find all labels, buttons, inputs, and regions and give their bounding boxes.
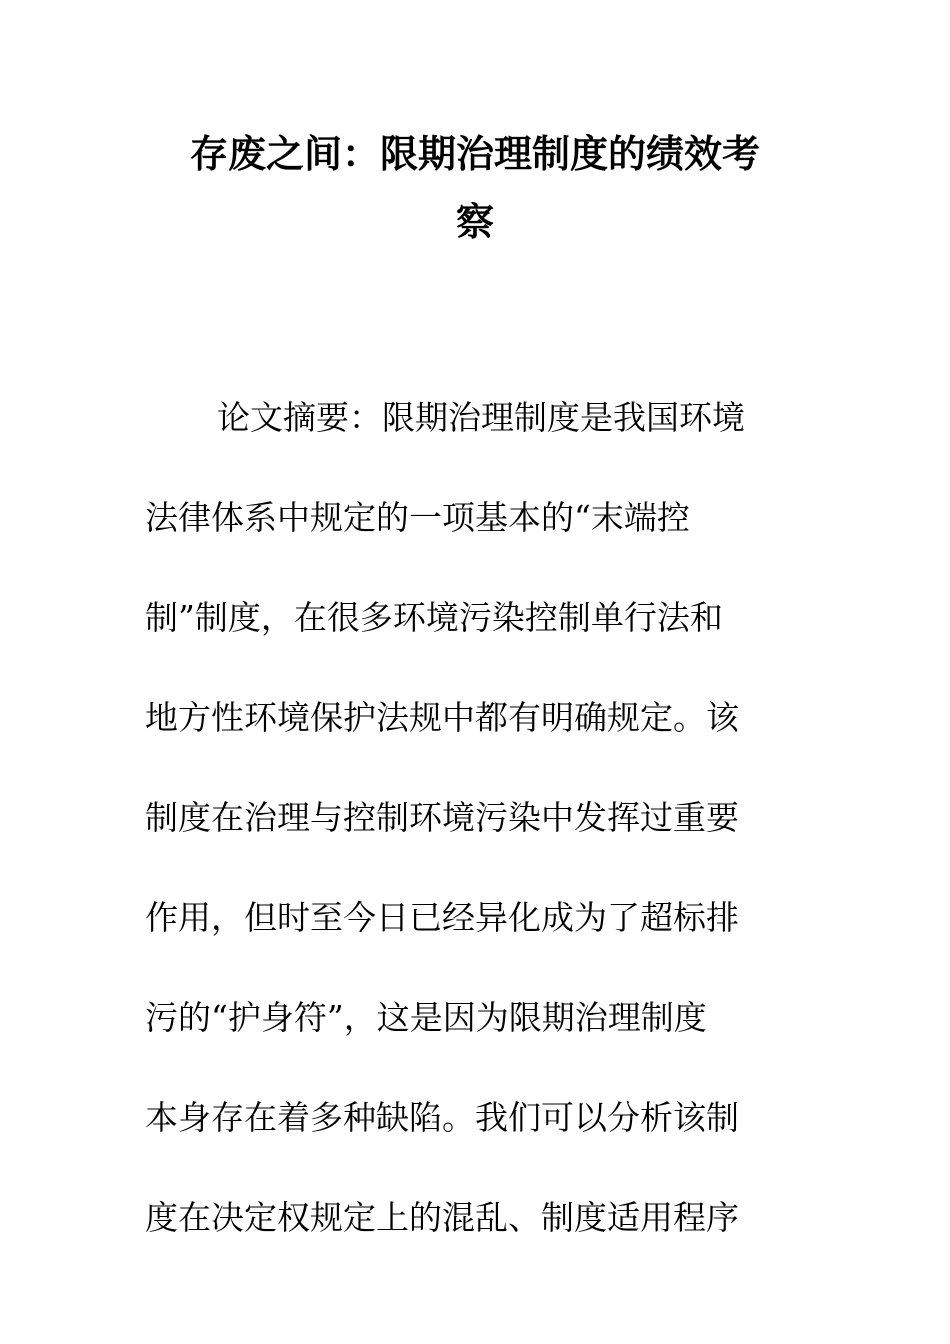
title-line-2: 察 — [455, 199, 494, 244]
abstract-paragraph — [145, 368, 805, 1268]
paragraph-line: 制度在治理与控制环境污染中发挥过重要 — [145, 798, 739, 837]
paragraph-line: 论文摘要：限期治理制度是我国环境 — [217, 398, 745, 437]
paragraph-line: 作用，但时至今日已经异化成为了超标排 — [145, 898, 739, 937]
paragraph-line: 度在决定权规定上的混乱、制度适用程序 — [145, 1198, 739, 1237]
paragraph-line: 法律体系中规定的一项基本的“末端控 — [145, 498, 690, 537]
paragraph-line: 污的“护身符”，这是因为限期治理制度 — [145, 998, 707, 1037]
paragraph-line: 地方性环境保护法规中都有明确规定。该 — [145, 698, 739, 737]
paragraph-line: 本身存在着多种缺陷。我们可以分析该制 — [145, 1098, 739, 1137]
page-title — [145, 120, 805, 256]
title-line-1: 存废之间：限期治理制度的绩效考 — [189, 131, 760, 176]
paragraph-line: 制”制度，在很多环境污染控制单行法和 — [145, 598, 723, 637]
